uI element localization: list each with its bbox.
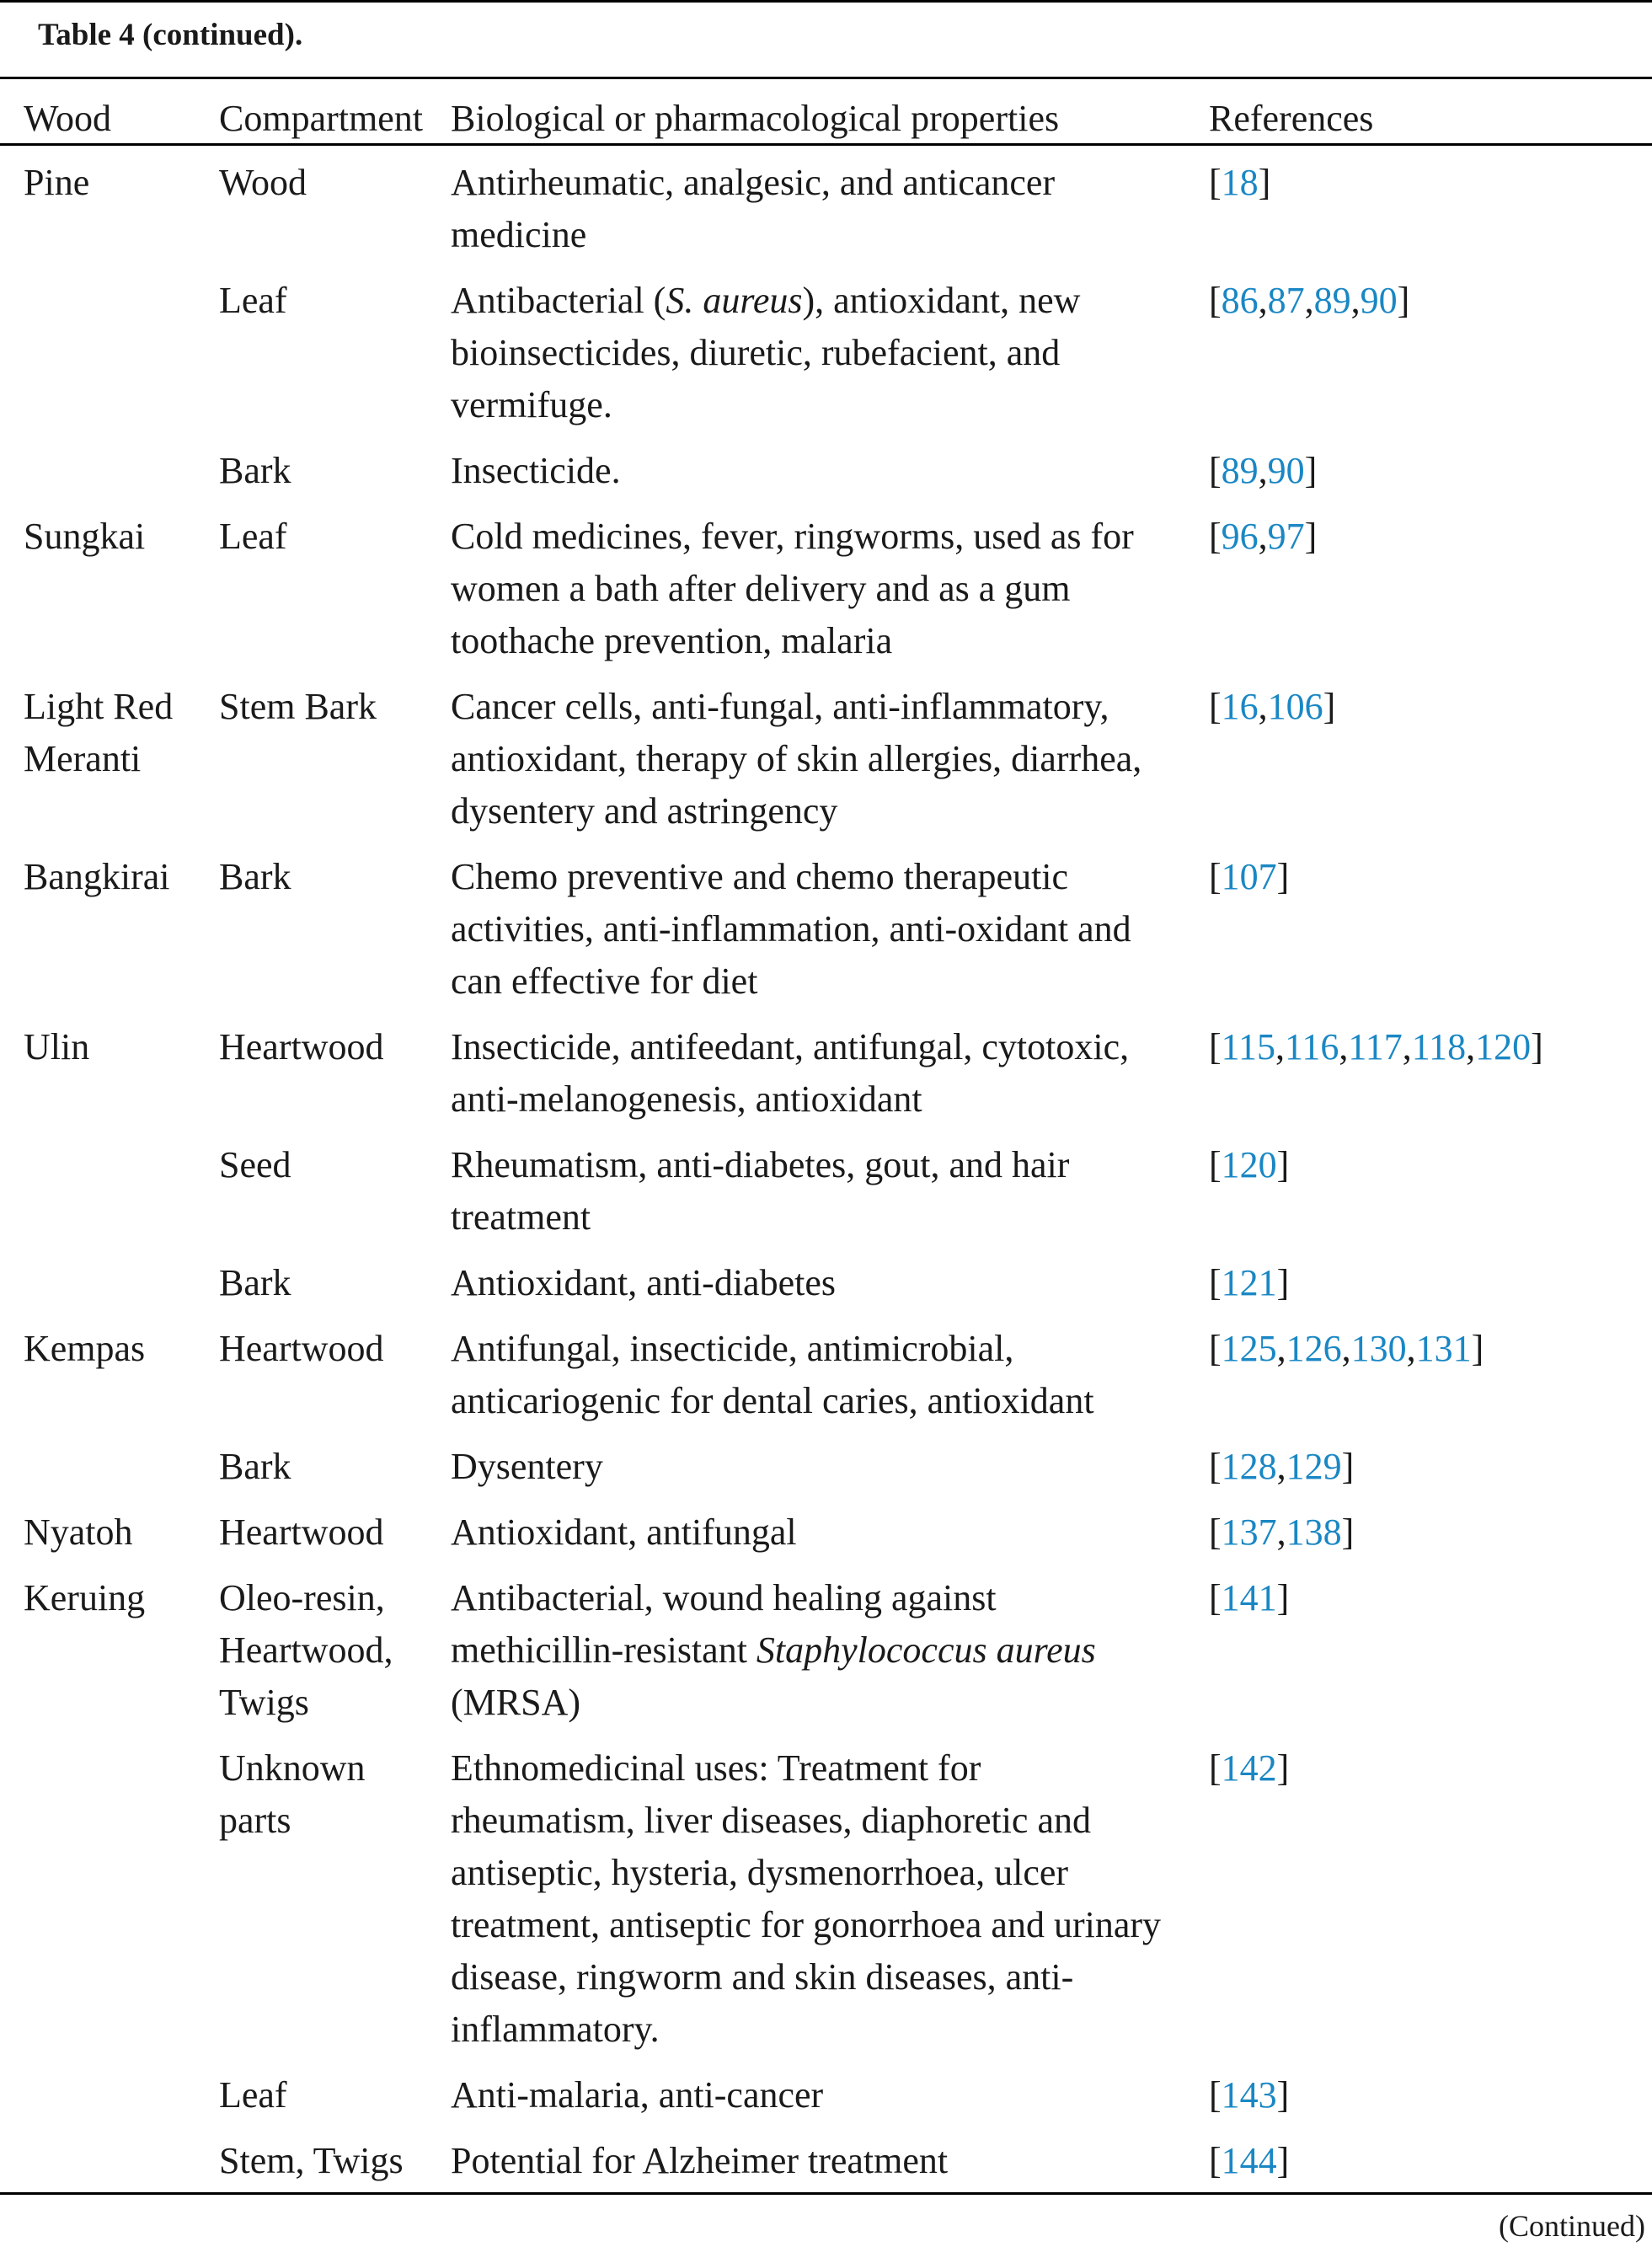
cell-compartment: Bark — [219, 450, 291, 491]
caption-rule — [0, 77, 1652, 79]
cell-references: [120] — [1209, 1144, 1290, 1185]
reference-link[interactable]: 120 — [1221, 1144, 1277, 1185]
cell-compartment: Wood — [219, 162, 307, 203]
reference-link[interactable]: 138 — [1286, 1511, 1342, 1553]
cell-compartment: Leaf — [219, 280, 287, 321]
top-rule — [0, 0, 1652, 3]
reference-link[interactable]: 118 — [1411, 1026, 1467, 1067]
cell-properties: Chemo preventive and chemo therapeutic activities, anti-inflammation, anti-oxidant and can effective for diet — [451, 856, 1131, 1002]
cell-compartment: Bark — [219, 1446, 291, 1487]
header-compartment: Compartment — [219, 98, 423, 139]
cell-references: [121] — [1209, 1262, 1290, 1303]
cell-properties: Antifungal, insecticide, antimicrobial, anticariogenic for dental caries, antioxidant — [451, 1328, 1094, 1421]
cell-references: [128,129] — [1209, 1446, 1355, 1487]
cell-compartment: Leaf — [219, 516, 287, 557]
reference-link[interactable]: 90 — [1360, 280, 1398, 321]
reference-link[interactable]: 107 — [1221, 856, 1277, 897]
cell-compartment: Stem, Twigs — [219, 2140, 404, 2181]
reference-link[interactable]: 141 — [1221, 1577, 1277, 1618]
cell-properties: Antirheumatic, analgesic, and anticancer medicine — [451, 162, 1056, 255]
cell-references: [89,90] — [1209, 450, 1318, 491]
cell-wood: Ulin — [24, 1026, 90, 1067]
reference-link[interactable]: 89 — [1313, 280, 1351, 321]
cell-properties: Antioxidant, antifungal — [451, 1511, 797, 1553]
cell-wood: Keruing — [24, 1577, 146, 1618]
reference-link[interactable]: 126 — [1286, 1328, 1342, 1369]
cell-properties: Antibacterial, wound healing against methicillin-resistant Staphylococcus aureus (MRSA) — [451, 1577, 1096, 1723]
cell-properties: Antibacterial (S. aureus), antioxidant, new bioinsecticides, diuretic, rubefacient, and vermifuge. — [451, 280, 1081, 425]
reference-link[interactable]: 144 — [1221, 2140, 1277, 2181]
cell-compartment: Seed — [219, 1144, 291, 1185]
reference-link[interactable]: 90 — [1267, 450, 1305, 491]
cell-wood: Light Red Meranti — [24, 686, 174, 779]
cell-properties: Cancer cells, anti-fungal, anti-inflammatory, antioxidant, therapy of skin allergies, diarrhea, dysentery and astringency — [451, 686, 1142, 832]
continued-note: (Continued) — [1499, 2209, 1645, 2243]
header-properties: Biological or pharmacological properties — [451, 98, 1060, 139]
cell-references: [115,116,117,118,120] — [1209, 1026, 1543, 1067]
cell-properties: Dysentery — [451, 1446, 603, 1487]
cell-references: [143] — [1209, 2074, 1290, 2116]
reference-link[interactable]: 87 — [1267, 280, 1305, 321]
cell-wood: Sungkai — [24, 516, 146, 557]
bottom-rule — [0, 2192, 1652, 2195]
table-caption: Table 4 (continued). — [38, 18, 303, 52]
cell-references: [18] — [1209, 162, 1271, 203]
cell-wood: Pine — [24, 162, 90, 203]
reference-link[interactable]: 115 — [1221, 1026, 1276, 1067]
cell-references: [137,138] — [1209, 1511, 1355, 1553]
cell-compartment: Bark — [219, 1262, 291, 1303]
cell-compartment: Heartwood — [219, 1026, 384, 1067]
cell-references: [86,87,89,90] — [1209, 280, 1410, 321]
reference-link[interactable]: 131 — [1415, 1328, 1472, 1369]
reference-link[interactable]: 117 — [1348, 1026, 1403, 1067]
cell-references: [107] — [1209, 856, 1290, 897]
cell-compartment: Leaf — [219, 2074, 287, 2116]
cell-references: [125,126,130,131] — [1209, 1328, 1484, 1369]
header-rule — [0, 143, 1652, 146]
header-wood: Wood — [24, 98, 112, 139]
cell-properties: Antioxidant, anti-diabetes — [451, 1262, 836, 1303]
cell-references: [141] — [1209, 1577, 1290, 1618]
cell-references: [144] — [1209, 2140, 1290, 2181]
reference-link[interactable]: 18 — [1221, 162, 1259, 203]
cell-properties: Potential for Alzheimer treatment — [451, 2140, 949, 2181]
cell-compartment: Oleo-resin, Heartwood, Twigs — [219, 1577, 393, 1723]
reference-link[interactable]: 125 — [1221, 1328, 1277, 1369]
reference-link[interactable]: 137 — [1221, 1511, 1277, 1553]
reference-link[interactable]: 89 — [1221, 450, 1259, 491]
cell-properties: Insecticide. — [451, 450, 621, 491]
cell-compartment: Heartwood — [219, 1328, 384, 1369]
cell-properties: Ethnomedicinal uses: Treatment for rheumatism, liver diseases, diaphoretic and antiseptic, hysteria, dysmenorrhoea, ulcer treatment, antiseptic for gonorrhoea and urinary disease, ringworm and skin diseases, anti- inflammatory. — [451, 1747, 1162, 2050]
reference-link[interactable]: 106 — [1267, 686, 1323, 727]
cell-properties: Anti-malaria, anti-cancer — [451, 2074, 824, 2116]
cell-properties: Insecticide, antifeedant, antifungal, cytotoxic, anti-melanogenesis, antioxidant — [451, 1026, 1130, 1120]
cell-wood: Kempas — [24, 1328, 146, 1369]
reference-link[interactable]: 121 — [1221, 1262, 1277, 1303]
reference-link[interactable]: 86 — [1221, 280, 1259, 321]
cell-references: [16,106] — [1209, 686, 1336, 727]
cell-compartment: Stem Bark — [219, 686, 377, 727]
reference-link[interactable]: 128 — [1221, 1446, 1277, 1487]
reference-link[interactable]: 16 — [1221, 686, 1259, 727]
reference-link[interactable]: 116 — [1285, 1026, 1339, 1067]
cell-wood: Nyatoh — [24, 1511, 133, 1553]
cell-compartment: Unknown parts — [219, 1747, 366, 1841]
reference-link[interactable]: 120 — [1475, 1026, 1532, 1067]
reference-link[interactable]: 129 — [1286, 1446, 1342, 1487]
reference-link[interactable]: 143 — [1221, 2074, 1277, 2116]
reference-link[interactable]: 130 — [1350, 1328, 1407, 1369]
cell-properties: Rheumatism, anti-diabetes, gout, and hair treatment — [451, 1144, 1070, 1238]
header-references: References — [1209, 98, 1374, 139]
cell-compartment: Bark — [219, 856, 291, 897]
cell-compartment: Heartwood — [219, 1511, 384, 1553]
cell-references: [142] — [1209, 1747, 1290, 1789]
cell-properties: Cold medicines, fever, ringworms, used as for women a bath after delivery and as a gum toothache prevention, malaria — [451, 516, 1134, 661]
cell-wood: Bangkirai — [24, 856, 170, 897]
reference-link[interactable]: 96 — [1221, 516, 1259, 557]
cell-references: [96,97] — [1209, 516, 1318, 557]
reference-link[interactable]: 97 — [1267, 516, 1305, 557]
reference-link[interactable]: 142 — [1221, 1747, 1277, 1789]
